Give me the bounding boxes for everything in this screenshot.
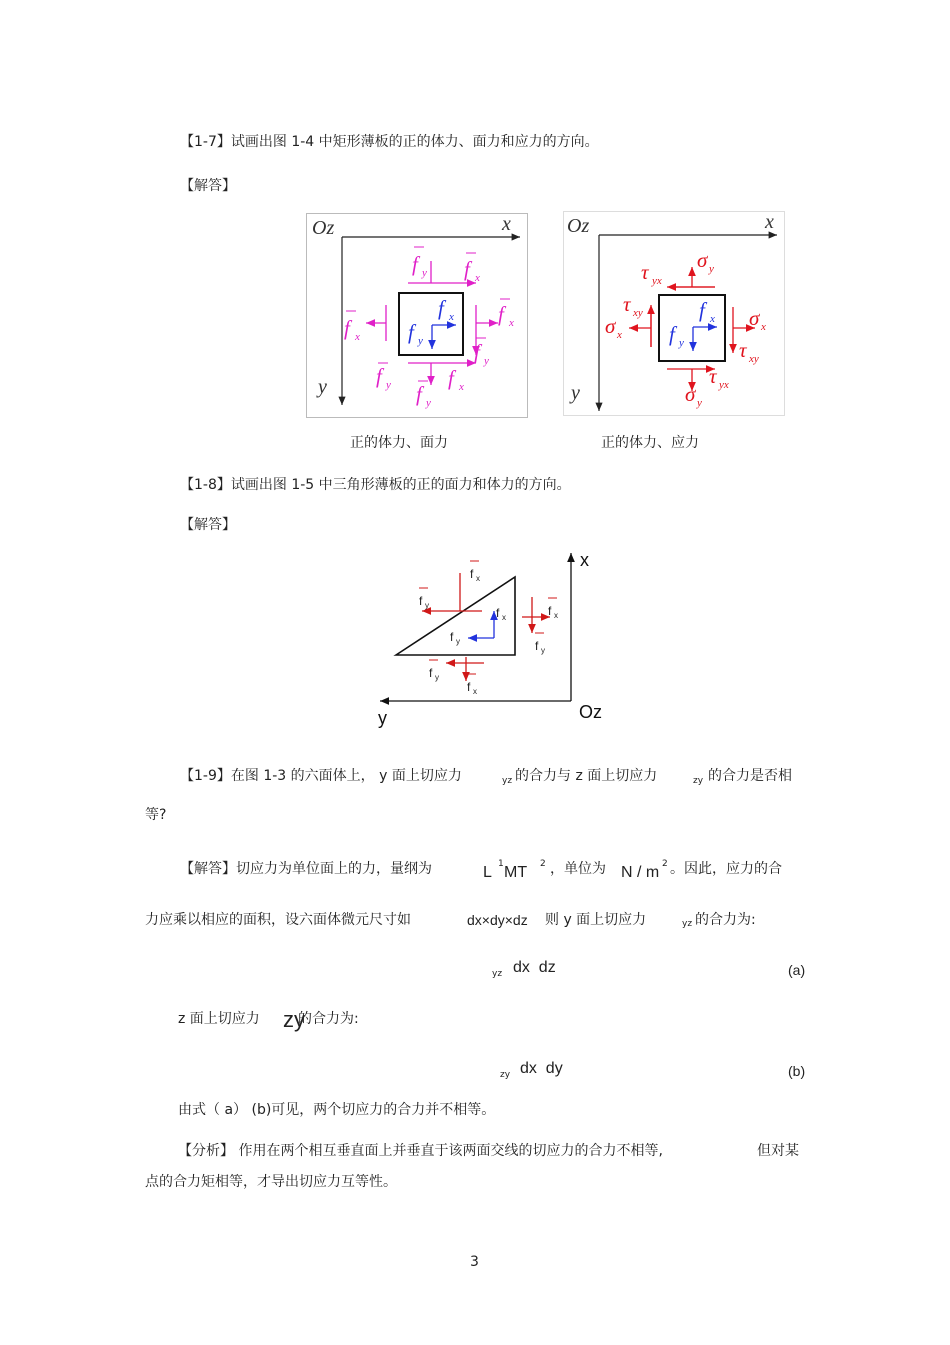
svg-text:f: f (470, 567, 474, 581)
question-1-9-sub-yz: yz (502, 776, 513, 786)
analysis-line1a: 【分析】 作用在两个相互垂直面上并垂直于该两面交线的切应力的合力不相等, (178, 1143, 663, 1159)
svg-text:x: x (502, 613, 506, 622)
equation-b-sub: zy (500, 1070, 511, 1080)
svg-text:x: x (554, 611, 558, 620)
svg-text:x: x (476, 574, 480, 583)
unit-exp: 2 (662, 859, 668, 869)
svg-text:f: f (467, 680, 471, 694)
y-label: y (571, 382, 580, 404)
svg-text:σ: σ (685, 382, 696, 406)
svg-text:xy: xy (633, 307, 643, 319)
equation-b: dx dy (520, 1060, 563, 1077)
dimension-exp1: 1 (498, 859, 504, 869)
svg-text:y: y (456, 637, 460, 646)
svg-text:x: x (459, 381, 464, 393)
svg-text:y: y (418, 335, 423, 347)
dimension-MT: MT (504, 864, 528, 881)
svg-text:x: x (449, 311, 454, 323)
svg-text:x: x (475, 272, 480, 284)
question-1-9-sub-zy: zy (693, 776, 704, 786)
oz-label: Oz (312, 217, 335, 239)
answer-1-9-line1a: 【解答】切应力为单位面上的力，量纲为 (180, 861, 432, 877)
svg-text:τ: τ (709, 364, 717, 388)
svg-text:f: f (438, 296, 444, 320)
answer-1-9-line1b: ，单位为 (550, 861, 606, 877)
svg-text:x: x (617, 329, 622, 341)
svg-text:f: f (376, 364, 382, 388)
equation-a-sub: yz (492, 969, 503, 979)
equation-b-label: (b) (788, 1063, 806, 1079)
y-label: y (318, 376, 327, 398)
svg-text:y: y (697, 397, 702, 409)
svg-text:f: f (498, 302, 504, 326)
answer-1-9-line3a: z 面上切应力 (178, 1011, 260, 1027)
svg-text:f: f (496, 606, 500, 620)
svg-text:σ: σ (749, 306, 760, 330)
svg-text:f: f (448, 366, 454, 390)
answer-1-9-line2c: 的合力为: (695, 912, 756, 928)
svg-text:y: y (425, 601, 429, 610)
svg-text:y: y (541, 646, 545, 655)
svg-text:y: y (386, 379, 391, 391)
answer-heading-1-7: 【解答】 (180, 178, 236, 194)
answer-1-9-line3b: 的合力为: (298, 1011, 359, 1027)
svg-text:f: f (419, 594, 423, 608)
svg-text:x: x (710, 313, 715, 325)
svg-text:σ: σ (605, 314, 616, 338)
figure-body-surface-forces (306, 213, 528, 418)
svg-text:y: y (679, 337, 684, 349)
svg-text:τ: τ (623, 292, 631, 316)
svg-text:y: y (484, 355, 489, 367)
svg-text:y: y (422, 267, 427, 279)
svg-text:x: x (355, 331, 360, 343)
svg-text:y: y (426, 397, 431, 409)
question-1-9-line2: 等? (145, 807, 167, 823)
svg-text:x: x (509, 317, 514, 329)
answer-1-9-zy-large: zy (283, 1007, 305, 1032)
svg-text:f: f (450, 630, 454, 644)
answer-1-9-line1c: 。因此，应力的合 (670, 861, 782, 877)
svg-text:f: f (535, 639, 539, 653)
svg-text:σ: σ (697, 248, 708, 272)
question-1-7: 【1-7】试画出图 1-4 中矩形薄板的正的体力、面力和应力的方向。 (180, 134, 599, 150)
svg-text:x: x (761, 321, 766, 333)
svg-text:τ: τ (641, 260, 649, 284)
conclusion: 由式（ a） (b)可见，两个切应力的合力并不相等。 (178, 1102, 496, 1118)
element-dimensions: dx×dy×dz (467, 912, 528, 928)
question-1-9-part1: 【1-9】在图 1-3 的六面体上， y 面上切应力 (180, 768, 462, 784)
answer-heading-1-8: 【解答】 (180, 517, 236, 533)
page-number: 3 (470, 1254, 479, 1270)
caption-left: 正的体力、面力 (350, 435, 448, 451)
svg-text:f: f (464, 257, 470, 281)
svg-text:f: f (416, 382, 422, 406)
svg-text:f: f (474, 340, 480, 364)
oz-label: Oz (579, 702, 603, 722)
x-label: x (502, 213, 511, 235)
svg-text:f: f (669, 322, 675, 346)
dimension-L: L (483, 864, 492, 881)
question-1-9-part3: 的合力是否相 (708, 768, 792, 784)
svg-text:τ: τ (739, 338, 747, 362)
unit: N / m (621, 864, 660, 881)
dimension-exp2: 2 (540, 859, 546, 869)
answer-1-9-line2a: 力应乘以相应的面积，设六面体微元尺寸如 (145, 912, 411, 928)
svg-text:f: f (412, 252, 418, 276)
analysis-line2: 点的合力矩相等，才导出切应力互等性。 (145, 1174, 397, 1190)
equation-a: dx dz (513, 959, 556, 976)
oz-label: Oz (567, 215, 590, 237)
question-1-8: 【1-8】试画出图 1-5 中三角形薄板的正的面力和体力的方向。 (180, 477, 571, 493)
answer-1-9-line2-sub: yz (682, 919, 693, 929)
svg-text:yx: yx (719, 379, 729, 391)
x-label: x (580, 550, 589, 570)
equation-a-label: (a) (788, 962, 806, 978)
caption-right: 正的体力、应力 (601, 435, 699, 451)
svg-text:x: x (473, 687, 477, 696)
figure-triangle-plate (372, 545, 612, 730)
svg-text:f: f (429, 666, 433, 680)
svg-text:f: f (408, 320, 414, 344)
svg-text:xy: xy (749, 353, 759, 365)
svg-text:y: y (435, 673, 439, 682)
figure-body-force-stresses (563, 211, 785, 416)
svg-text:f: f (344, 316, 350, 340)
svg-text:y: y (709, 263, 714, 275)
svg-text:yx: yx (652, 275, 662, 287)
answer-1-9-line2b: 则 y 面上切应力 (545, 912, 647, 928)
x-label: x (765, 211, 774, 233)
question-1-9-part2: 的合力与 z 面上切应力 (515, 768, 658, 784)
svg-text:f: f (699, 298, 705, 322)
y-label: y (378, 708, 387, 728)
analysis-line1b: 但对某 (757, 1143, 799, 1159)
svg-text:f: f (548, 604, 552, 618)
